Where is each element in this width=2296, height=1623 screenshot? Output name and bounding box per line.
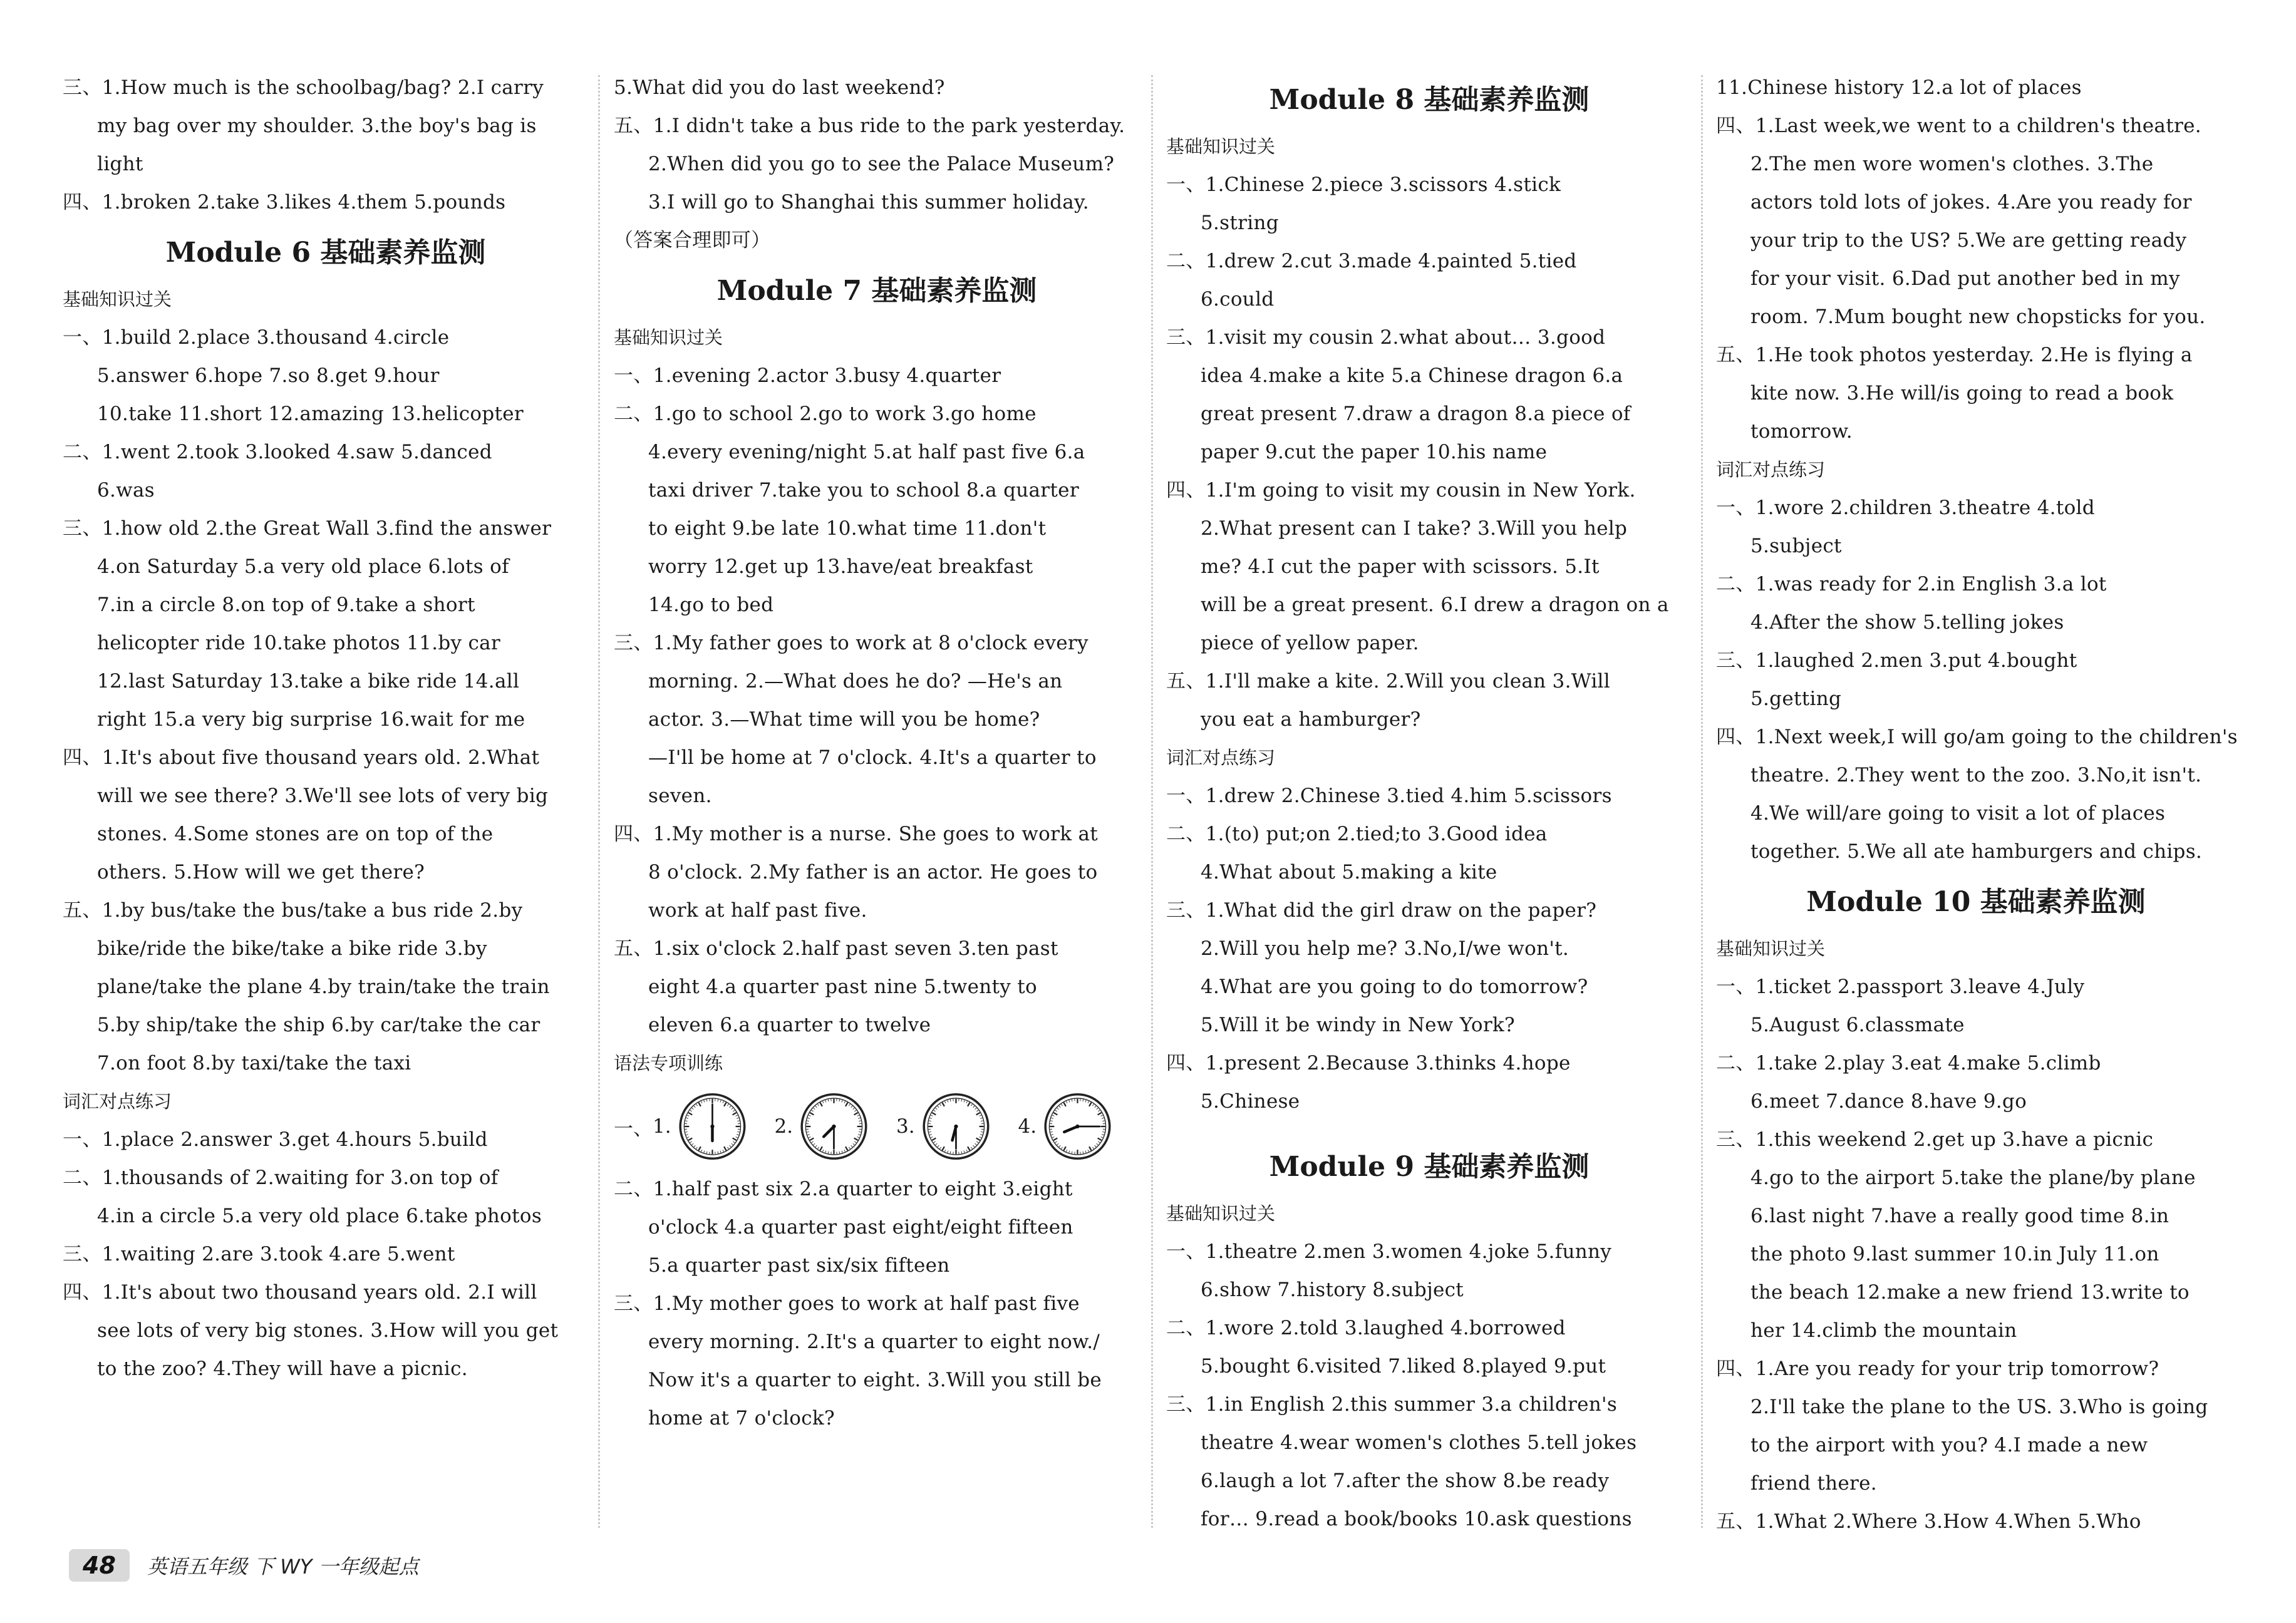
column-3 [1166, 69, 1692, 1538]
answer-line: eight 4.a quarter past nine 5.twenty to [648, 976, 1037, 998]
answer-line: 5.answer 6.hope 7.so 8.get 9.hour [97, 364, 440, 387]
answer-line: 5.bought 6.visited 7.liked 8.played 9.put [1201, 1355, 1606, 1378]
answer-line: 3.I will go to Shanghai this summer holiday. [648, 191, 1089, 214]
answer-line: 4.in a circle 5.a very old place 6.take photos [97, 1205, 542, 1227]
clock-num-2: 2. [774, 1115, 794, 1138]
answer-line: 三、1.how old 2.the Great Wall 3.find the answer [63, 517, 552, 540]
answer-line: 4.After the show 5.telling jokes [1750, 611, 2064, 634]
answer-line: theatre 4.wear women's clothes 5.tell jokes [1201, 1431, 1637, 1454]
answer-line: 2.Will you help me? 3.No,I/we won't. [1201, 937, 1569, 960]
answer-line: 6.was [97, 479, 155, 502]
answer-line: bike/ride the bike/take a bike ride 3.by [97, 937, 487, 960]
answer-line: 4.every evening/night 5.at half past five 6.a [648, 441, 1085, 463]
answer-line: 二、1.half past six 2.a quarter to eight 3.eight [614, 1178, 1073, 1200]
module7-section-basic: 基础知识过关 [614, 327, 723, 348]
answer-line: seven. [648, 785, 712, 807]
answer-line: 四、1.Are you ready for your trip tomorrow? [1716, 1358, 2159, 1380]
module10-title: Module 10 基础素养监测 [1806, 886, 2146, 918]
answer-line: 五、1.I'll make a kite. 2.Will you clean 3.Will [1166, 670, 1610, 693]
answer-line: 一、1.drew 2.Chinese 3.tied 4.him 5.scissors [1166, 785, 1612, 807]
answer-line: right 15.a very big surprise 16.wait for me [97, 708, 525, 731]
answer-line: 5.string [1201, 212, 1279, 234]
answer-line: your trip to the US? 5.We are getting ready [1750, 229, 2187, 252]
clock-exercise-row [614, 1083, 1140, 1170]
answer-line: to eight 9.be late 10.what time 11.don't [648, 517, 1047, 540]
col4-lines-c [1716, 968, 2236, 1541]
module8-section-basic: 基础知识过关 [1166, 136, 1276, 157]
module8-title: Module 8 基础素养监测 [1269, 84, 1590, 116]
answer-line: 三、1.My father goes to work at 8 o'clock every [614, 632, 1089, 654]
answer-line: 一、1.wore 2.children 3.theatre 4.told [1716, 497, 2095, 519]
answer-line: 一、1.ticket 2.passport 3.leave 4.July [1716, 976, 2085, 998]
answer-line: 三、1.laughed 2.men 3.put 4.bought [1716, 649, 2077, 672]
answer-line: 五、1.What 2.Where 3.How 4.When 5.Who [1716, 1510, 2141, 1533]
clock-num-1: 1. [653, 1115, 671, 1138]
answer-line: 6.meet 7.dance 8.have 9.go [1750, 1090, 2027, 1113]
module6-section-basic: 基础知识过关 [63, 289, 172, 310]
answer-line: morning. 2.—What does he do? —He's an [648, 670, 1063, 693]
answer-line: 三、1.What did the girl draw on the paper? [1166, 899, 1597, 922]
book-info: 英语五年级 下 WY 一年级起点 [147, 1555, 419, 1579]
answer-line: 4.go to the airport 5.take the plane/by plane [1750, 1167, 2196, 1189]
answer-line: —I'll be home at 7 o'clock. 4.It's a quarter to [648, 746, 1097, 769]
answer-line: 5.subject [1750, 535, 1842, 557]
clock-center [710, 1125, 714, 1128]
answer-line: 12.last Saturday 13.take a bike ride 14.all [97, 670, 520, 693]
answer-line: will be a great present. 6.I drew a dragon on a [1201, 594, 1669, 616]
answer-line: piece of yellow paper. [1201, 632, 1419, 654]
answer-line: 5.What did you do last weekend? [614, 76, 945, 99]
answer-line: helicopter ride 10.take photos 11.by car [97, 632, 501, 654]
answer-line: her 14.climb the mountain [1750, 1319, 2017, 1342]
answer-line: 三、1.My mother goes to work at half past five [614, 1292, 1080, 1315]
answer-line: 三、1.waiting 2.are 3.took 4.are 5.went [63, 1243, 455, 1265]
col2-lines-a [614, 69, 1140, 260]
answer-line: tomorrow. [1750, 420, 1853, 443]
answer-line: room. 7.Mum bought new chopsticks for you. [1750, 306, 2206, 328]
module7-title: Module 7 基础素养监测 [716, 275, 1037, 307]
answer-line: to the airport with you? 4.I made a new [1750, 1434, 2148, 1456]
col1-lines-c [63, 1121, 589, 1388]
answer-line: Now it's a quarter to eight. 3.Will you still be [648, 1369, 1102, 1391]
clock-num-3: 3. [896, 1115, 915, 1138]
answer-line: 四、1.It's about two thousand years old. 2.I will [63, 1281, 537, 1304]
answer-line: plane/take the plane 4.by train/take the train [97, 976, 550, 998]
answer-line: 四、1.I'm going to visit my cousin in New York. [1166, 479, 1636, 502]
column-2 [614, 69, 1140, 1438]
clock-icon-1 [676, 1086, 748, 1167]
col3-lines-c [1166, 1233, 1692, 1538]
answer-line: 2.What present can I take? 3.Will you help [1201, 517, 1628, 540]
answer-line: 7.on foot 8.by taxi/take the taxi [97, 1052, 411, 1074]
module6-section-vocab: 词汇对点练习 [63, 1091, 172, 1112]
answer-line: （答案合理即可） [614, 229, 771, 252]
answer-line: 三、1.visit my cousin 2.what about… 3.good [1166, 326, 1606, 349]
answer-line: work at half past five. [648, 899, 867, 922]
answer-line: 8 o'clock. 2.My father is an actor. He goes to [648, 861, 1098, 884]
answer-line: 5.a quarter past six/six fifteen [648, 1254, 950, 1277]
col3-lines-b [1166, 777, 1692, 1121]
col4-lines-b [1716, 489, 2236, 871]
module9-title: Module 9 基础素养监测 [1269, 1151, 1590, 1183]
answer-line: 二、1.(to) put;on 2.tied;to 3.Good idea [1166, 823, 1548, 845]
answer-line: paper 9.cut the paper 10.his name [1201, 441, 1548, 463]
clock-center [1075, 1125, 1079, 1128]
answer-line: actors told lots of jokes. 4.Are you ready for [1750, 191, 2192, 214]
answer-line: you eat a hamburger? [1201, 708, 1421, 731]
module9-section-basic: 基础知识过关 [1166, 1203, 1276, 1224]
answer-line: o'clock 4.a quarter past eight/eight fifteen [648, 1216, 1073, 1239]
answer-line: 2.I'll take the plane to the US. 3.Who is going [1750, 1396, 2208, 1418]
answer-line: 二、1.thousands of 2.waiting for 3.on top of [63, 1167, 499, 1189]
answer-line: 10.take 11.short 12.amazing 13.helicopter [97, 403, 524, 425]
answer-line: actor. 3.—What time will you be home? [648, 708, 1040, 731]
answer-line: see lots of very big stones. 3.How will you get [97, 1319, 559, 1342]
column-1 [63, 69, 589, 1388]
answer-line: every morning. 2.It's a quarter to eight now./ [648, 1331, 1100, 1353]
answer-line: will we see there? 3.We'll see lots of very big [97, 785, 549, 807]
col2-lines-b [614, 357, 1140, 1044]
answer-line: 6.show 7.history 8.subject [1201, 1279, 1464, 1301]
clock-prefix: 一、 [614, 1117, 653, 1140]
answer-line: 二、1.drew 2.cut 3.made 4.painted 5.tied [1166, 250, 1577, 272]
answer-line: the photo 9.last summer 10.in July 11.on [1750, 1243, 2159, 1265]
answer-line: 四、1.Next week,I will go/am going to the children's [1716, 726, 2238, 748]
answer-line: 7.in a circle 8.on top of 9.take a short [97, 594, 475, 616]
answer-line: 四、1.present 2.Because 3.thinks 4.hope [1166, 1052, 1571, 1074]
answer-line: my bag over my shoulder. 3.the boy's bag is [97, 115, 537, 137]
answer-line: 5.August 6.classmate [1750, 1014, 1965, 1036]
answer-line: stones. 4.Some stones are on top of the [97, 823, 494, 845]
answer-line: 6.could [1201, 288, 1275, 311]
answer-line: 6.laugh a lot 7.after the show 8.be ready [1201, 1470, 1610, 1492]
col1-lines-a [63, 69, 589, 222]
answer-line: for your visit. 6.Dad put another bed in my [1750, 267, 2180, 290]
col2-lines-c [614, 1170, 1140, 1438]
answer-line: idea 4.make a kite 5.a Chinese dragon 6.a [1201, 364, 1623, 387]
answer-line: worry 12.get up 13.have/eat breakfast [648, 555, 1033, 578]
answer-line: for… 9.read a book/books 10.ask questions [1201, 1508, 1632, 1530]
page-footer [69, 1545, 419, 1585]
module6-title: Module 6 基础素养监测 [165, 237, 486, 269]
answer-line: 14.go to bed [648, 594, 774, 616]
answer-line: great present 7.draw a dragon 8.a piece of [1201, 403, 1631, 425]
answer-line: 2.The men wore women's clothes. 3.The [1750, 153, 2154, 175]
answer-line: to the zoo? 4.They will have a picnic. [97, 1358, 468, 1380]
answer-line: 一、1.evening 2.actor 3.busy 4.quarter [614, 364, 1001, 387]
column-4 [1716, 69, 2236, 1541]
col4-lines-a [1716, 69, 2236, 451]
answer-line: others. 5.How will we get there? [97, 861, 425, 884]
column-divider [1151, 75, 1153, 1528]
clock-center [954, 1125, 958, 1128]
clock-num-4: 4. [1018, 1115, 1037, 1138]
col3-lines-a [1166, 166, 1692, 739]
answer-line: 四、1.broken 2.take 3.likes 4.them 5.pounds [63, 191, 506, 214]
page-number: 48 [69, 1549, 130, 1582]
answer-line: 11.Chinese history 12.a lot of places [1716, 76, 2082, 99]
answer-line: 一、1.place 2.answer 3.get 4.hours 5.build [63, 1128, 488, 1151]
module7-section-grammar: 语法专项训练 [614, 1053, 723, 1074]
answer-line: kite now. 3.He will/is going to read a book [1750, 382, 2174, 404]
column-divider [1701, 75, 1703, 1528]
answer-line: 一、1.Chinese 2.piece 3.scissors 4.stick [1166, 173, 1561, 196]
answer-line: 五、1.I didn't take a bus ride to the park yesterday. [614, 115, 1125, 137]
answer-line: 6.last night 7.have a really good time 8.in [1750, 1205, 2169, 1227]
answer-line: 5.by ship/take the ship 6.by car/take the car [97, 1014, 540, 1036]
answer-line: 三、1.this weekend 2.get up 3.have a picnic [1716, 1128, 2154, 1151]
answer-line: 二、1.was ready for 2.in English 3.a lot [1716, 573, 2107, 595]
answer-line: the beach 12.make a new friend 13.write to [1750, 1281, 2190, 1304]
answer-line: light [97, 153, 143, 175]
answer-line: 4.What are you going to do tomorrow? [1201, 976, 1588, 998]
answer-line: 五、1.He took photos yesterday. 2.He is flying a [1716, 344, 2193, 366]
answer-line: 五、1.by bus/take the bus/take a bus ride 2.by [63, 899, 523, 922]
answer-line: 一、1.build 2.place 3.thousand 4.circle [63, 326, 450, 349]
answer-line: 二、1.wore 2.told 3.laughed 4.borrowed [1166, 1317, 1566, 1339]
answer-line: 五、1.six o'clock 2.half past seven 3.ten past [614, 937, 1058, 960]
answer-line: friend there. [1750, 1472, 1877, 1495]
answer-line: 5.getting [1750, 688, 1842, 710]
module9-section-vocab: 词汇对点练习 [1716, 459, 1826, 480]
module8-section-vocab: 词汇对点练习 [1166, 747, 1276, 768]
answer-line: 4.We will/are going to visit a lot of places [1750, 802, 2166, 825]
answer-line: 5.Will it be windy in New York? [1201, 1014, 1515, 1036]
answer-line: 一、1.theatre 2.men 3.women 4.joke 5.funny [1166, 1240, 1612, 1263]
answer-line: 四、1.Last week,we went to a children's theatre. [1716, 115, 2201, 137]
col1-lines-b [63, 319, 589, 1083]
module10-section-basic: 基础知识过关 [1716, 938, 1826, 959]
clock-icon-3 [920, 1086, 992, 1167]
answer-line: 三、1.in English 2.this summer 3.a children's [1166, 1393, 1618, 1416]
answer-line: together. 5.We all ate hamburgers and chips. [1750, 840, 2203, 863]
answer-line: home at 7 o'clock? [648, 1407, 835, 1430]
answer-line: taxi driver 7.take you to school 8.a quarter [648, 479, 1079, 502]
answer-line: 二、1.go to school 2.go to work 3.go home [614, 403, 1037, 425]
answer-line: eleven 6.a quarter to twelve [648, 1014, 931, 1036]
answer-line: 四、1.It's about five thousand years old. 2.What [63, 746, 540, 769]
answer-line: 二、1.went 2.took 3.looked 4.saw 5.danced [63, 441, 492, 463]
clock-icon-4 [1042, 1086, 1114, 1167]
answer-line: 二、1.take 2.play 3.eat 4.make 5.climb [1716, 1052, 2101, 1074]
answer-line: 4.on Saturday 5.a very old place 6.lots of [97, 555, 509, 578]
column-divider [598, 75, 600, 1528]
answer-line: 4.What about 5.making a kite [1201, 861, 1497, 884]
answer-line: 三、1.How much is the schoolbag/bag? 2.I carry [63, 76, 544, 99]
clock-icon-2 [798, 1086, 870, 1167]
answer-line: 5.Chinese [1201, 1090, 1300, 1113]
answer-line: 2.When did you go to see the Palace Museum? [648, 153, 1115, 175]
answer-line: 四、1.My mother is a nurse. She goes to work at [614, 823, 1098, 845]
clock-center [832, 1125, 835, 1128]
answer-line: me? 4.I cut the paper with scissors. 5.It [1201, 555, 1600, 578]
answer-line: theatre. 2.They went to the zoo. 3.No,it isn't. [1750, 764, 2202, 786]
